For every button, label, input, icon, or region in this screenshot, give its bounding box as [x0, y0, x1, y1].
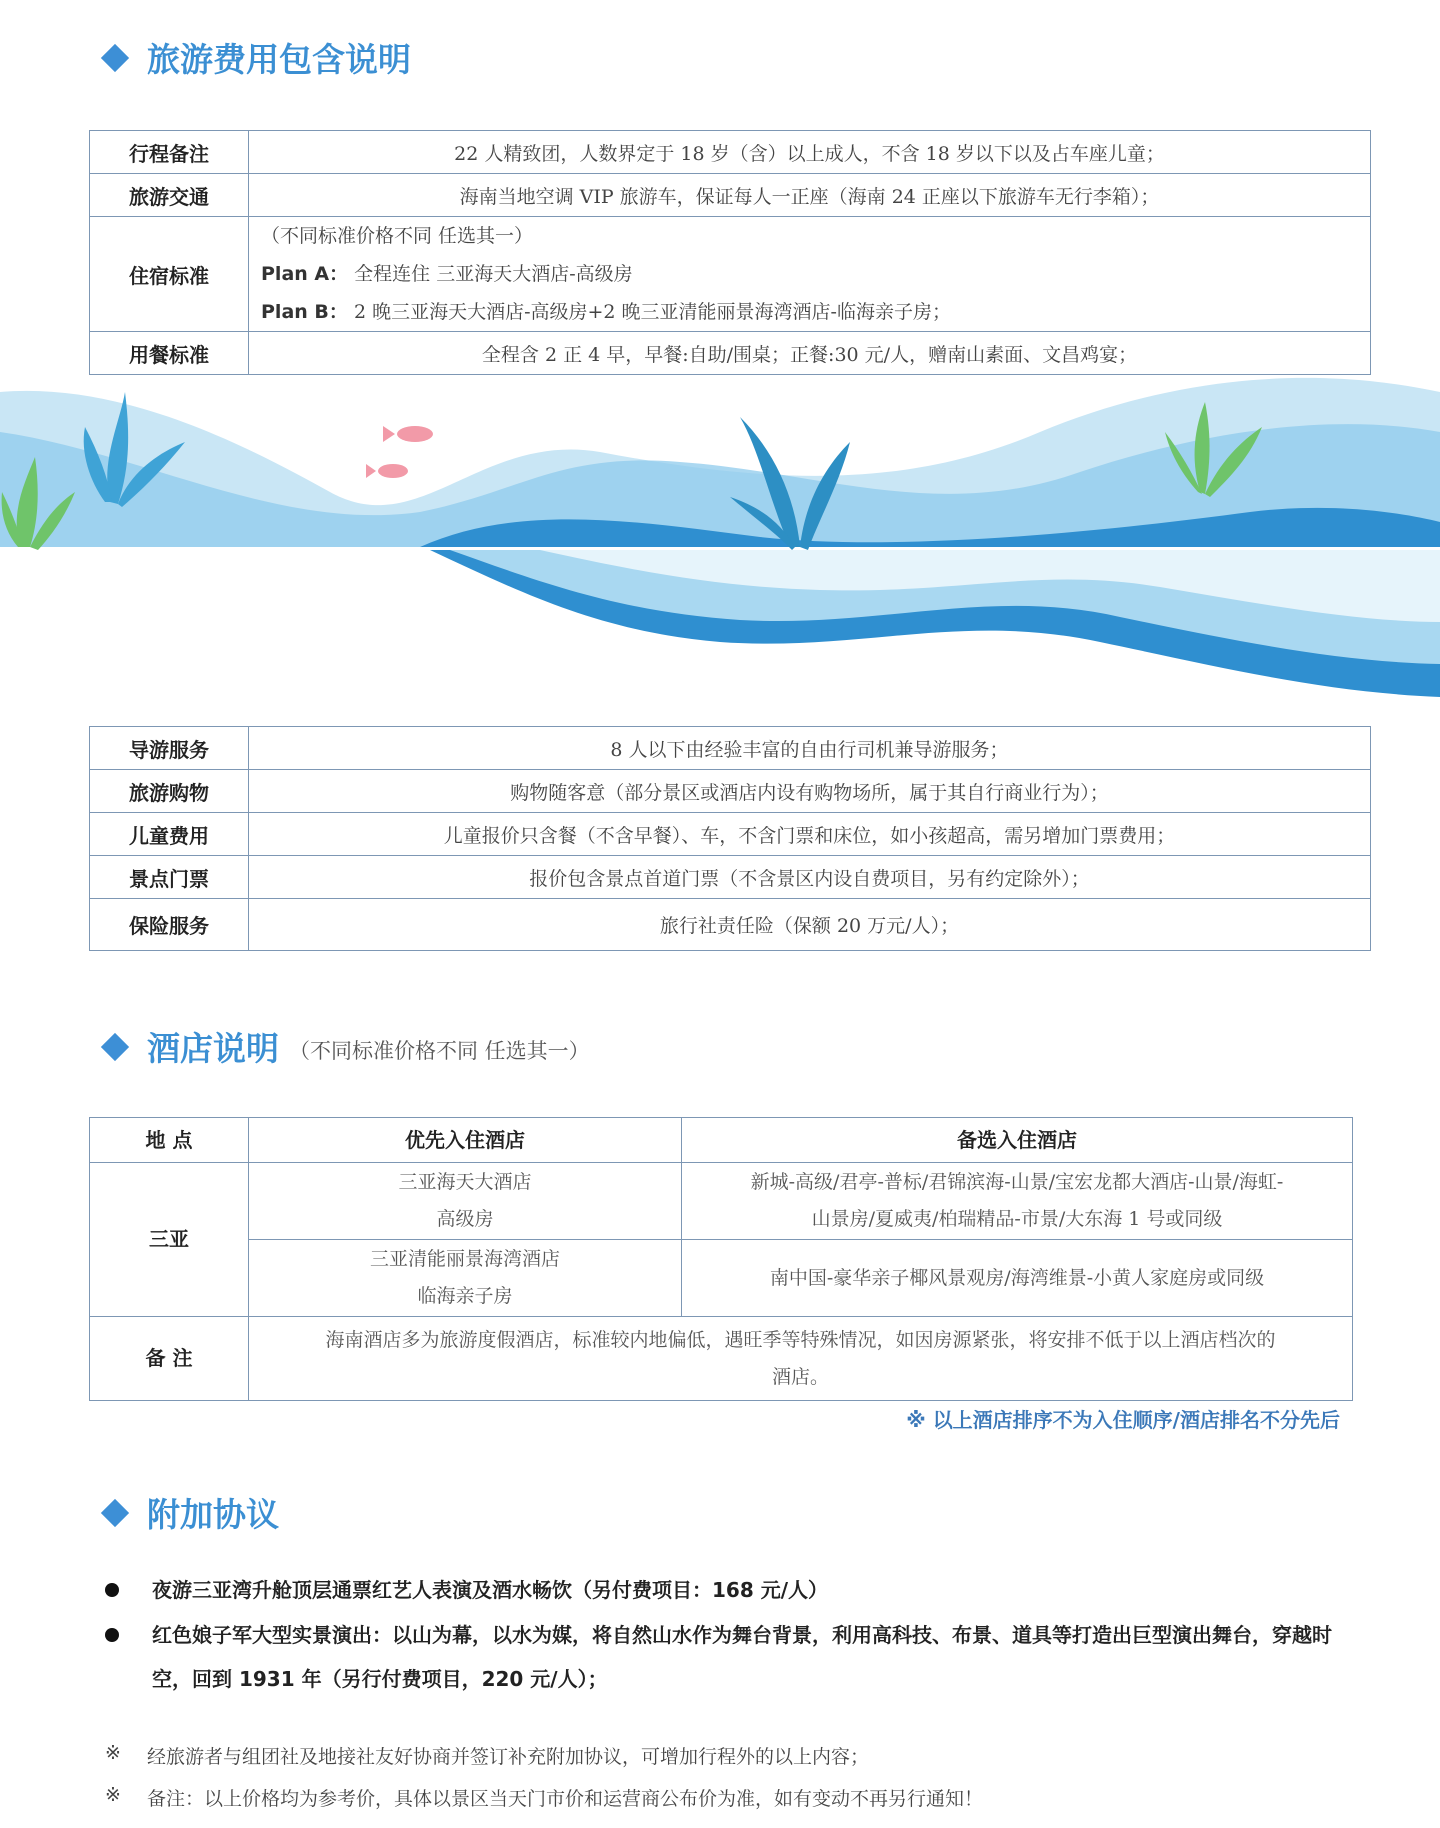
- hotel-table: [89, 1117, 1353, 1401]
- alternative-hotels: [682, 1163, 1353, 1240]
- location-cell: 三亚: [90, 1163, 249, 1317]
- preferred-hotel: [249, 1163, 682, 1240]
- row-value: 22 人精致团，人数界定于 18 岁（含）以上成人，不含 18 岁以下以及占车座儿童；: [249, 131, 1371, 174]
- diamond-icon: [101, 1498, 129, 1526]
- fees-table-1: [89, 130, 1371, 375]
- plan-a-text: 全程连住 三亚海天大酒店-高级房: [354, 263, 633, 285]
- section-title-text: 旅游费用包含说明: [147, 40, 411, 79]
- plan-b-tag: Plan B：: [261, 301, 348, 323]
- row-label: 住宿标准: [90, 217, 249, 332]
- reference-mark-icon: ※: [105, 1784, 121, 1806]
- row-label: 导游服务: [90, 727, 249, 770]
- remark-line: 海南酒店多为旅游度假酒店，标准较内地偏低，遇旺季等特殊情况，如因房源紧张，将安排不低于以上酒店档次的: [325, 1328, 1276, 1351]
- header-alternative: 备选入住酒店: [682, 1118, 1353, 1163]
- row-value: 全程含 2 正 4 早，早餐:自助/围桌；正餐:30 元/人，赠南山素面、文昌鸡宴；: [249, 332, 1371, 375]
- row-value: [249, 217, 1371, 332]
- row-label: 旅游交通: [90, 174, 249, 217]
- table-row: [90, 1240, 1353, 1317]
- section-subtitle: （不同标准价格不同 任选其一）: [289, 1038, 590, 1063]
- row-label: 行程备注: [90, 131, 249, 174]
- table-row: [90, 856, 1371, 899]
- table-row: [90, 131, 1371, 174]
- table-row: [90, 770, 1371, 813]
- hotel-name: 三亚海天大酒店: [398, 1171, 532, 1193]
- plan-b: [261, 293, 1362, 331]
- table-header-row: [90, 1118, 1353, 1163]
- row-value: 购物随客意（部分景区或酒店内设有购物场所，属于其自行商业行为）；: [249, 770, 1371, 813]
- row-label: 旅游购物: [90, 770, 249, 813]
- remark-label: 备 注: [90, 1317, 249, 1401]
- room-type: 临海亲子房: [417, 1285, 513, 1307]
- fish-icon: [366, 426, 433, 478]
- alternative-hotels: 南中国-豪华亲子椰风景观房/海湾维景-小黄人家庭房或同级: [682, 1240, 1353, 1317]
- section-title-fees: [105, 34, 411, 81]
- reference-mark-icon: ※: [105, 1742, 121, 1764]
- bullet-text: 夜游三亚湾升舱顶层通票红艺人表演及酒水畅饮（另付费项目：168 元/人）: [152, 1578, 829, 1602]
- room-type: 高级房: [436, 1208, 494, 1230]
- table-row: [90, 727, 1371, 770]
- row-label: 景点门票: [90, 856, 249, 899]
- row-value: 8 人以下由经验丰富的自由行司机兼导游服务；: [249, 727, 1371, 770]
- footnote-text: 经旅游者与组团社及地接社友好协商并签订补充附加协议，可增加行程外的以上内容；: [147, 1746, 870, 1768]
- bullet-icon: [105, 1628, 119, 1642]
- bullet-text: 红色娘子军大型实景演出：以山为幕，以水为媒，将自然山水作为舞台背景，利用高科技、布景、道具等打造出巨型演出舞台，穿越时空，回到 1931 年（另行付费项目，220 元/人）；: [152, 1623, 1332, 1691]
- table-row: [90, 174, 1371, 217]
- row-label: 儿童费用: [90, 813, 249, 856]
- preferred-hotel: [249, 1240, 682, 1317]
- plan-b-text: 2 晚三亚海天大酒店-高级房+2 晚三亚清能丽景海湾酒店-临海亲子房；: [353, 301, 951, 323]
- section-title-hotel: [105, 1023, 590, 1070]
- hotel-order-note: ※ 以上酒店排序不为入住顺序/酒店排名不分先后: [906, 1408, 1340, 1432]
- header-location: 地 点: [90, 1118, 249, 1163]
- row-value: 儿童报价只含餐（不含早餐）、车，不含门票和床位，如小孩超高，需另增加门票费用；: [249, 813, 1371, 856]
- row-value: 报价包含景点首道门票（不含景区内设自费项目，另有约定除外）；: [249, 856, 1371, 899]
- plan-a: [261, 255, 1362, 293]
- fees-table-2: [89, 726, 1371, 951]
- accommodation-intro: （不同标准价格不同 任选其一）: [261, 225, 534, 247]
- section-title-addon: [105, 1489, 279, 1536]
- table-row: [90, 332, 1371, 375]
- diamond-icon: [101, 1032, 129, 1060]
- row-label: 保险服务: [90, 899, 249, 951]
- table-row: [90, 899, 1371, 951]
- footnote: [105, 1784, 983, 1811]
- header-preferred: 优先入住酒店: [249, 1118, 682, 1163]
- row-value: 海南当地空调 VIP 旅游车，保证每人一正座（海南 24 正座以下旅游车无行李箱）；: [249, 174, 1371, 217]
- table-row: [90, 217, 1371, 332]
- table-row: [90, 1163, 1353, 1240]
- row-value: 旅行社责任险（保额 20 万元/人）；: [249, 899, 1371, 951]
- table-row: [90, 1317, 1353, 1401]
- plan-a-tag: Plan A：: [261, 263, 349, 285]
- remark-line: 酒店。: [771, 1365, 829, 1388]
- alt-line: 新城-高级/君亭-普标/君锦滨海-山景/宝宏龙都大酒店-山景/海虹-: [750, 1171, 1284, 1193]
- list-item: [105, 1568, 1355, 1612]
- footnote-text: 备注：以上价格均为参考价，具体以景区当天门市价和运营商公布价为准，如有变动不再另行通知！: [147, 1788, 984, 1810]
- row-label: 用餐标准: [90, 332, 249, 375]
- sea-wave-banner: [0, 372, 1440, 712]
- remark-text: [249, 1317, 1353, 1401]
- section-title-text: 酒店说明: [147, 1029, 279, 1068]
- footnote: [105, 1742, 869, 1769]
- diamond-icon: [101, 43, 129, 71]
- section-title-text: 附加协议: [147, 1495, 279, 1534]
- hotel-name: 三亚清能丽景海湾酒店: [369, 1248, 560, 1270]
- list-item: [105, 1613, 1355, 1701]
- alt-line: 山景房/夏威夷/柏瑞精品-市景/大东海 1 号或同级: [811, 1208, 1223, 1230]
- table-row: [90, 813, 1371, 856]
- bullet-icon: [105, 1583, 119, 1597]
